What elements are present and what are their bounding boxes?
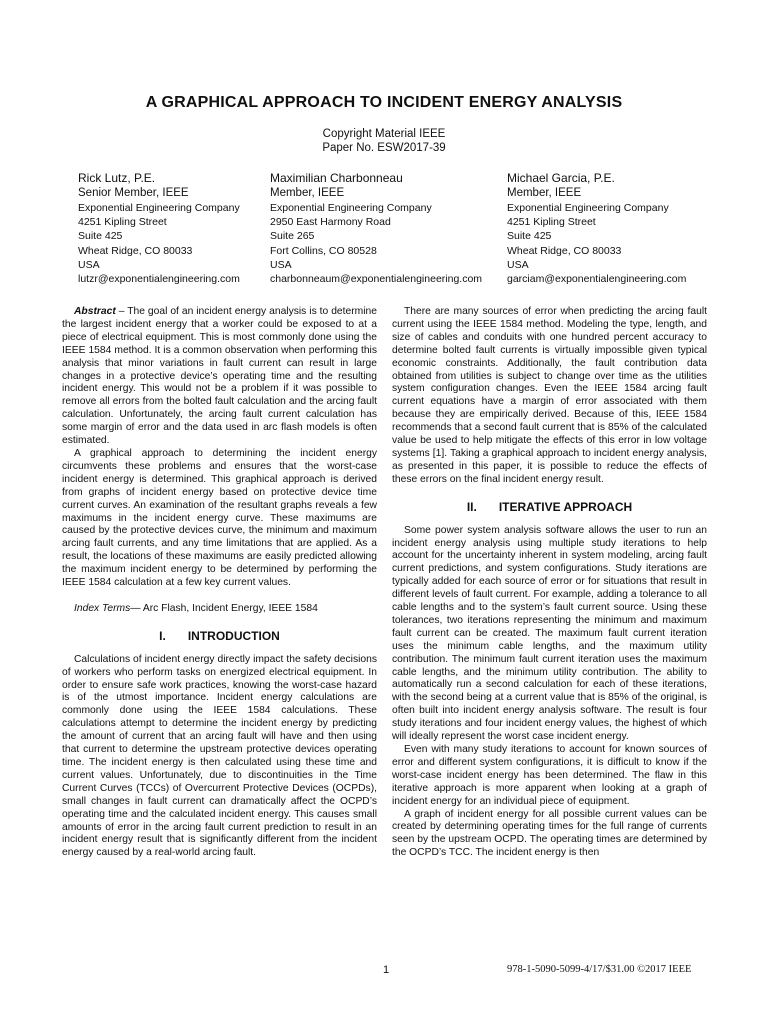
isbn-copyright: 978-1-5090-5099-4/17/$31.00 ©2017 IEEE	[507, 964, 692, 975]
abstract-paragraph: A graphical approach to determining the incident energy circumvents these problems and ensures that the worst-case incident energy is determined. This graphical approach is derived from graphs of incident energy based on protective device time current curves. An examination of the resultant graphs reveals a few maximums in the incident energy curve. These maximums are caused by the protective devices curve, the minimum and maximum arcing fault currents, and any time limitations that are applied. As a result, the locations of these maximums are easily predicted allowing the maximum incident energy to be determined by performing the IEEE 1584 calculation at a few key current values.	[62, 447, 377, 589]
author-email: charbonneaum@exponentialengineering.com	[270, 273, 483, 286]
body-paragraph: There are many sources of error when predicting the arcing fault current using the IEEE 1584 method. Modeling the type, length, and size of cables and conduits with one hundred percent accuracy to determine bolted fault currents is virtually impossible given typical economic constraints. Additionally, the fault contribution data obtained from utilities is subject to change over time as the utilities system configuration changes. Even the IEEE 1584 arcing fault current equations have a margin of error associated with them because they are empirically derived. Because of this, IEEE 1584 recommends that a second fault current that is 85% of the calculated value be used to help mitigate the effects of this error in low voltage systems [1]. Taking a graphical approach to incident energy analysis, as presented in this paper, it is possible to reduce the effects of these errors on the final incident energy result.	[392, 306, 707, 485]
author-city: Fort Collins, CO 80528	[270, 244, 377, 257]
author-org: Exponential Engineering Company	[270, 202, 432, 214]
copyright-block	[0, 127, 768, 155]
section-heading-introduction: I. INTRODUCTION	[159, 628, 280, 643]
right-column	[392, 306, 707, 860]
author-address: Suite 265	[270, 230, 315, 243]
author-country: USA	[78, 258, 100, 271]
author-2	[270, 171, 482, 286]
author-address: 4251 Kipling Street	[78, 216, 167, 229]
author-city: Wheat Ridge, CO 80033	[507, 244, 622, 257]
author-name: Rick Lutz, P.E.	[78, 171, 156, 185]
author-email: lutzr@exponentialengineering.com	[78, 273, 240, 286]
body-paragraph: A graph of incident energy for all possible current values can be created by determining operating times for the full range of currents seen by the upstream OCPD. The operating times are determined by the OCPD’s TCC. The incident energy is then	[392, 808, 707, 859]
body-paragraph: Even with many study iterations to account for known sources of error and different system configurations, it is difficult to know if the worst-case incident energy has been determined. The flaw in this iterative approach is more apparent when looking at a graph of incident energy for an individual piece of equipment.	[392, 744, 707, 807]
paper-number: Paper No. ESW2017-39	[322, 142, 446, 154]
author-address: Suite 425	[507, 230, 552, 243]
author-3	[507, 171, 686, 286]
author-email: garciam@exponentialengineering.com	[507, 273, 687, 286]
abstract-label: Abstract	[74, 306, 116, 317]
body-paragraph: Calculations of incident energy directly impact the safety decisions of workers who perform tasks on energized electrical equipment. In order to ensure safe work practices, knowing the worst-case hazard is of the utmost importance. Incident energy calculations are commonly done using the IEEE 1584 calculations. These calculations attempt to determine the incident energy by predicting the amount of current that an arcing fault will have and then using that current to determine the upstream protective devices operating time. The incident energy is then calculated using these time and current values. Unfortunately, due to discontinuities in the Time Current Curves (TCCs) of Overcurrent Protective Devices (OCPDs), small changes in fault current can dramatically affect the OCPD’s operating time and the calculated incident energy. This causes small amounts of error in the arcing fault current prediction to result in an incident energy result that is significantly different from the incident energy caused by a real-world arcing fault.	[62, 653, 377, 859]
author-address: Suite 425	[78, 230, 123, 243]
author-role: Member, IEEE	[507, 187, 582, 199]
author-address: 4251 Kipling Street	[507, 216, 596, 229]
author-country: USA	[270, 258, 292, 271]
copyright-line: Copyright Material IEEE	[322, 128, 446, 140]
author-country: USA	[507, 258, 529, 271]
author-1	[78, 171, 240, 286]
left-column	[62, 306, 377, 860]
author-city: Wheat Ridge, CO 80033	[78, 244, 193, 257]
author-name: Michael Garcia, P.E.	[507, 171, 615, 185]
author-org: Exponential Engineering Company	[78, 202, 240, 214]
page-number: 1	[383, 964, 390, 976]
paper-title: A GRAPHICAL APPROACH TO INCIDENT ENERGY ANALYSIS	[145, 94, 623, 111]
index-terms-label: Index Terms	[74, 602, 131, 614]
author-role: Senior Member, IEEE	[78, 187, 189, 199]
author-name: Maximilian Charbonneau	[270, 171, 403, 185]
section-heading-iterative-approach: II. ITERATIVE APPROACH	[466, 499, 633, 514]
author-address: 2950 East Harmony Road	[270, 216, 391, 229]
abstract-paragraph: Abstract – The goal of an incident energy analysis is to determine the largest incident energy that a worker could be exposed to at a piece of electrical equipment. This is most commonly done using the IEEE 1584 method. It is a common observation when performing this analysis that minor variations in fault current can result in large changes in a protective device’s operating time and the resulting incident energy. This would not be a problem if it was possible to remove all errors from the bolted fault calculation and the arcing fault calculation. Unfortunately, the arcing fault current calculation has some margin of error and the data used in arc flash models is often estimated.	[62, 306, 377, 447]
index-terms: Index Terms— Arc Flash, Incident Energy, IEEE 1584	[74, 602, 318, 614]
author-org: Exponential Engineering Company	[507, 202, 669, 214]
author-role: Member, IEEE	[270, 187, 345, 199]
body-paragraph: Some power system analysis software allows the user to run an incident energy analysis using multiple study iterations to help account for the uncertainty inherent in system modeling, arcing fault current predictions, and system configurations. Study iterations are typically added for each source of error or for situations that result in different levels of fault current. For example, adding a tolerance to all cable lengths and to the system’s fault current source. Using these tolerances, two iterations representing the minimum and maximum fault current can be created. The maximum fault current iteration uses the minimum cable lengths, and the maximum utility contribution. The minimum fault current iteration uses the maximum cable lengths, and the minimum utility contribution. The ability to automatically run a second calculation for each of these iterations, with the second being at a current value that is 85% of the original, is often built into incident energy analysis software. The result is four study iterations and four incident energy values, the highest of which will ideally represent the worst case incident energy.	[392, 524, 707, 743]
